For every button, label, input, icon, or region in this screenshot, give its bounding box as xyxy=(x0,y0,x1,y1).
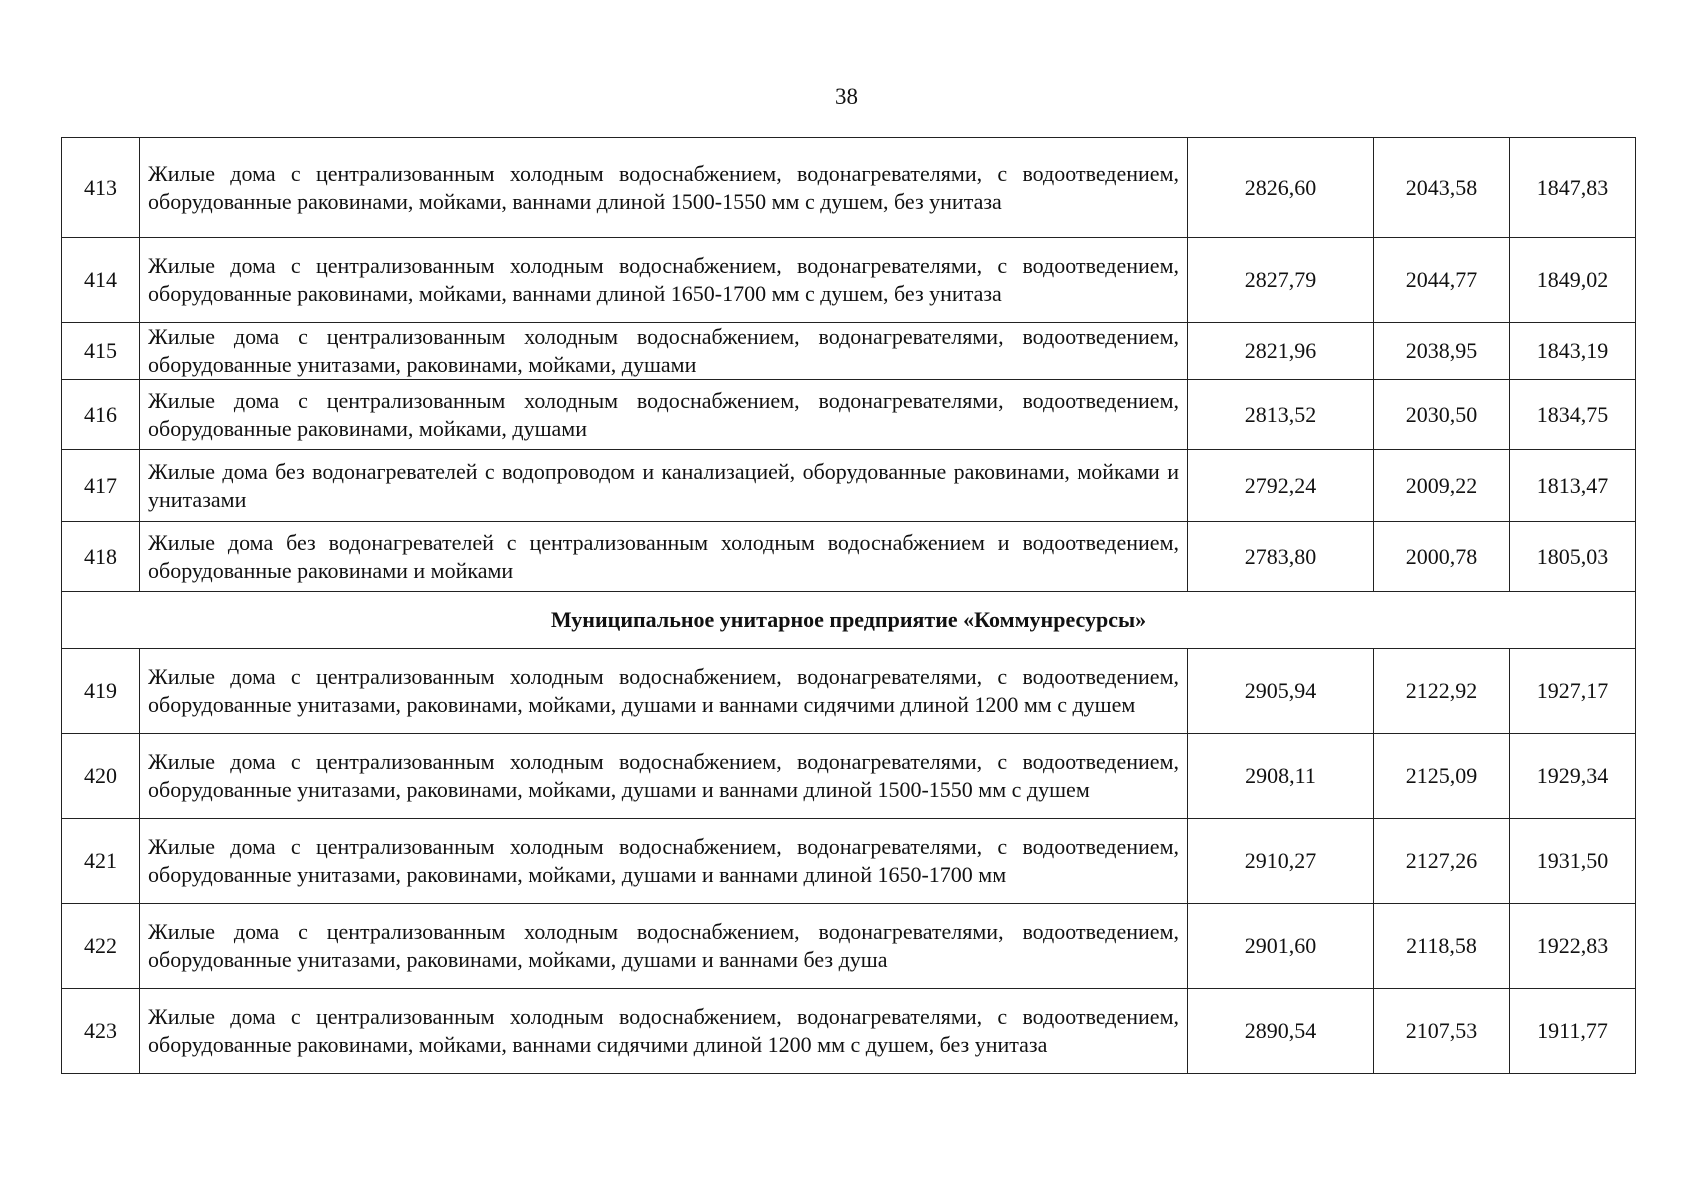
value-cell-3: 1805,03 xyxy=(1510,522,1636,592)
value-cell-3: 1927,17 xyxy=(1510,649,1636,734)
value-cell-3: 1849,02 xyxy=(1510,238,1636,323)
value-cell-1: 2792,24 xyxy=(1188,450,1374,522)
row-number-cell: 416 xyxy=(62,380,140,450)
value-cell-2: 2122,92 xyxy=(1374,649,1510,734)
description-cell: Жилые дома с централизованным холодным водоснабжением, водонагревателями, водоотведением, оборудованные унитазами, раковинами, мойками, душами xyxy=(140,323,1188,380)
value-cell-1: 2827,79 xyxy=(1188,238,1374,323)
value-cell-3: 1847,83 xyxy=(1510,138,1636,238)
value-cell-3: 1929,34 xyxy=(1510,734,1636,819)
value-cell-2: 2118,58 xyxy=(1374,904,1510,989)
row-number-cell: 422 xyxy=(62,904,140,989)
description-cell: Жилые дома с централизованным холодным водоснабжением, водонагревателями, с водоотведением, оборудованные унитазами, раковинами, мойками, душами и ваннами длиной 1500-1550 мм с душем xyxy=(140,734,1188,819)
description-cell: Жилые дома с централизованным холодным водоснабжением, водонагревателями, с водоотведением, оборудованные раковинами, мойками, ваннами сидячими длиной 1200 мм с душем, без унитаза xyxy=(140,989,1188,1074)
page-number: 38 xyxy=(835,84,858,109)
value-cell-2: 2030,50 xyxy=(1374,380,1510,450)
tariff-rows-group-2 xyxy=(62,649,1636,1074)
value-cell-3: 1813,47 xyxy=(1510,450,1636,522)
row-number-cell: 420 xyxy=(62,734,140,819)
row-number-cell: 418 xyxy=(62,522,140,592)
section-title: Муниципальное унитарное предприятие «Коммунресурсы» xyxy=(62,592,1636,649)
value-cell-3: 1922,83 xyxy=(1510,904,1636,989)
value-cell-1: 2783,80 xyxy=(1188,522,1374,592)
row-number-cell: 423 xyxy=(62,989,140,1074)
value-cell-2: 2043,58 xyxy=(1374,138,1510,238)
table-row xyxy=(62,323,1636,380)
row-number-cell: 421 xyxy=(62,819,140,904)
row-number-cell: 414 xyxy=(62,238,140,323)
description-cell: Жилые дома с централизованным холодным водоснабжением, водонагревателями, водоотведением, оборудованные унитазами, раковинами, мойками, душами и ваннами без душа xyxy=(140,904,1188,989)
section-header-row xyxy=(62,592,1636,649)
value-cell-1: 2826,60 xyxy=(1188,138,1374,238)
table-row xyxy=(62,238,1636,323)
value-cell-2: 2044,77 xyxy=(1374,238,1510,323)
table-row xyxy=(62,734,1636,819)
value-cell-2: 2125,09 xyxy=(1374,734,1510,819)
value-cell-3: 1843,19 xyxy=(1510,323,1636,380)
description-cell: Жилые дома с централизованным холодным водоснабжением, водонагревателями, с водоотведением, оборудованные унитазами, раковинами, мойками, душами и ваннами длиной 1650-1700 мм xyxy=(140,819,1188,904)
description-cell: Жилые дома с централизованным холодным водоснабжением, водонагревателями, с водоотведением, оборудованные раковинами, мойками, ваннами длиной 1500-1550 мм с душем, без унитаза xyxy=(140,138,1188,238)
value-cell-2: 2009,22 xyxy=(1374,450,1510,522)
value-cell-1: 2905,94 xyxy=(1188,649,1374,734)
table-row xyxy=(62,450,1636,522)
description-cell: Жилые дома без водонагревателей с водопроводом и канализацией, оборудованные раковинами, мойками и унитазами xyxy=(140,450,1188,522)
description-cell: Жилые дома без водонагревателей с централизованным холодным водоснабжением и водоотведением, оборудованные раковинами и мойками xyxy=(140,522,1188,592)
table-row xyxy=(62,138,1636,238)
table-row xyxy=(62,819,1636,904)
table-row xyxy=(62,904,1636,989)
table-row xyxy=(62,522,1636,592)
value-cell-2: 2107,53 xyxy=(1374,989,1510,1074)
value-cell-3: 1911,77 xyxy=(1510,989,1636,1074)
value-cell-1: 2908,11 xyxy=(1188,734,1374,819)
row-number-cell: 419 xyxy=(62,649,140,734)
table-row xyxy=(62,380,1636,450)
value-cell-1: 2910,27 xyxy=(1188,819,1374,904)
value-cell-1: 2813,52 xyxy=(1188,380,1374,450)
row-number-cell: 415 xyxy=(62,323,140,380)
value-cell-2: 2038,95 xyxy=(1374,323,1510,380)
description-cell: Жилые дома с централизованным холодным водоснабжением, водонагревателями, с водоотведением, оборудованные раковинами, мойками, ваннами длиной 1650-1700 мм с душем, без унитаза xyxy=(140,238,1188,323)
description-cell: Жилые дома с централизованным холодным водоснабжением, водонагревателями, водоотведением, оборудованные раковинами, мойками, душами xyxy=(140,380,1188,450)
table-row xyxy=(62,649,1636,734)
value-cell-3: 1931,50 xyxy=(1510,819,1636,904)
tariff-rows-group-1 xyxy=(62,138,1636,592)
row-number-cell: 413 xyxy=(62,138,140,238)
value-cell-1: 2890,54 xyxy=(1188,989,1374,1074)
section-header-group xyxy=(62,592,1636,649)
value-cell-1: 2821,96 xyxy=(1188,323,1374,380)
value-cell-1: 2901,60 xyxy=(1188,904,1374,989)
row-number-cell: 417 xyxy=(62,450,140,522)
value-cell-2: 2127,26 xyxy=(1374,819,1510,904)
value-cell-3: 1834,75 xyxy=(1510,380,1636,450)
table-row xyxy=(62,989,1636,1074)
value-cell-2: 2000,78 xyxy=(1374,522,1510,592)
tariff-table xyxy=(61,137,1636,1074)
description-cell: Жилые дома с централизованным холодным водоснабжением, водонагревателями, с водоотведением, оборудованные унитазами, раковинами, мойками, душами и ваннами сидячими длиной 1200 мм с душем xyxy=(140,649,1188,734)
